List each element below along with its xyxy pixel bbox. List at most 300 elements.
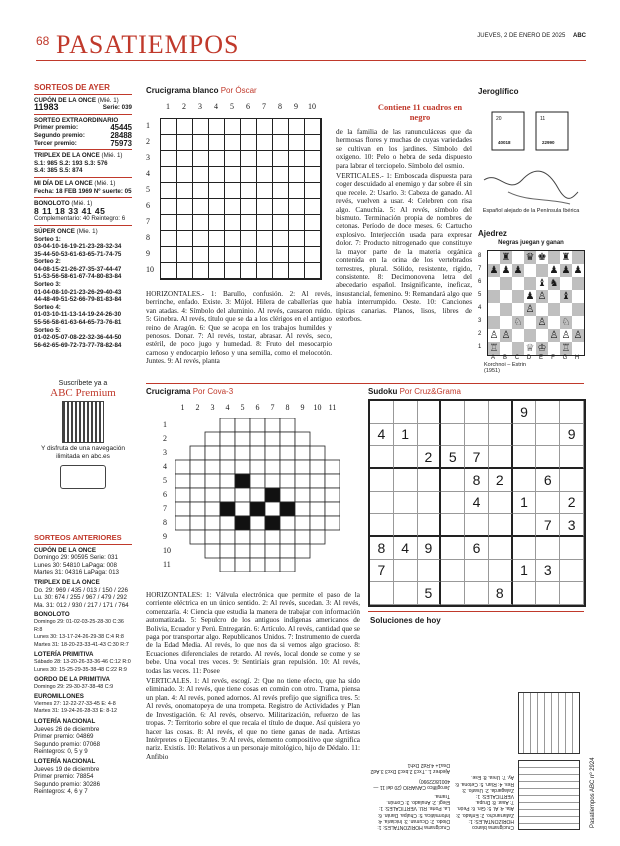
chess-square[interactable]: ♔ (537, 343, 547, 354)
grid-cell[interactable] (273, 247, 289, 263)
sudoku-cell[interactable] (489, 537, 513, 560)
grid-cell[interactable] (289, 167, 305, 183)
sudoku-cell[interactable] (394, 582, 418, 605)
grid-cell[interactable] (220, 460, 235, 474)
grid-cell[interactable] (193, 183, 209, 199)
grid-cell[interactable] (273, 199, 289, 215)
chess-square[interactable]: ♙ (525, 304, 535, 315)
sudoku-cell[interactable]: 6 (536, 469, 560, 492)
grid-cell[interactable] (250, 474, 265, 488)
grid-cell[interactable] (220, 418, 235, 432)
grid-cell[interactable] (175, 460, 190, 474)
chess-square[interactable] (572, 303, 584, 316)
grid-cell[interactable] (161, 199, 177, 215)
grid-cell[interactable] (209, 183, 225, 199)
sudoku-cell[interactable] (418, 514, 442, 537)
grid-cell[interactable] (295, 460, 310, 474)
grid-cell[interactable] (310, 474, 325, 488)
grid-cell[interactable] (257, 263, 273, 279)
grid-cell[interactable] (205, 530, 220, 544)
grid-cell[interactable] (193, 135, 209, 151)
grid-cell[interactable] (177, 183, 193, 199)
grid-cell[interactable] (305, 231, 321, 247)
grid-cell[interactable] (257, 247, 273, 263)
grid-cell[interactable] (273, 119, 289, 135)
sudoku-cell[interactable]: 1 (513, 492, 537, 515)
grid-cell[interactable] (235, 432, 250, 446)
grid-cell[interactable] (193, 215, 209, 231)
grid-cell[interactable] (305, 135, 321, 151)
grid-cell[interactable] (235, 418, 250, 432)
cruci-cova-grid[interactable] (175, 418, 340, 572)
grid-cell[interactable] (209, 247, 225, 263)
sudoku-cell[interactable] (513, 582, 537, 605)
chess-square[interactable] (512, 303, 524, 316)
grid-cell[interactable] (250, 530, 265, 544)
sudoku-cell[interactable] (418, 424, 442, 447)
grid-cell[interactable] (193, 263, 209, 279)
grid-cell[interactable] (305, 151, 321, 167)
sudoku-cell[interactable]: 9 (560, 424, 584, 447)
grid-cell[interactable] (205, 516, 220, 530)
grid-cell[interactable] (265, 530, 280, 544)
grid-cell[interactable] (241, 183, 257, 199)
grid-cell[interactable] (305, 167, 321, 183)
grid-cell[interactable] (280, 544, 295, 558)
sudoku-cell[interactable] (560, 446, 584, 469)
chess-square[interactable] (548, 342, 560, 355)
grid-cell[interactable] (235, 544, 250, 558)
grid-cell[interactable] (265, 446, 280, 460)
sudoku-cell[interactable]: 5 (418, 582, 442, 605)
grid-cell[interactable] (205, 474, 220, 488)
grid-cell[interactable] (295, 488, 310, 502)
sudoku-cell[interactable]: 1 (394, 424, 418, 447)
chess-square[interactable]: ♘ (561, 317, 571, 328)
sudoku-cell[interactable]: 2 (418, 446, 442, 469)
grid-cell[interactable] (265, 432, 280, 446)
sudoku-cell[interactable] (513, 514, 537, 537)
sudoku-cell[interactable] (441, 582, 465, 605)
grid-cell[interactable] (220, 446, 235, 460)
grid-cell[interactable] (177, 263, 193, 279)
sudoku-cell[interactable]: 9 (418, 537, 442, 560)
sudoku-cell[interactable] (465, 424, 489, 447)
grid-cell[interactable] (241, 215, 257, 231)
sudoku-grid[interactable] (368, 399, 586, 607)
grid-cell[interactable] (289, 231, 305, 247)
grid-cell[interactable] (190, 488, 205, 502)
grid-cell[interactable] (257, 119, 273, 135)
chess-square[interactable] (500, 316, 512, 329)
sudoku-cell[interactable] (441, 424, 465, 447)
grid-cell[interactable] (177, 247, 193, 263)
chess-square[interactable] (560, 303, 572, 316)
sudoku-cell[interactable]: 5 (441, 446, 465, 469)
sudoku-cell[interactable] (441, 537, 465, 560)
grid-cell[interactable] (205, 488, 220, 502)
grid-cell[interactable] (225, 263, 241, 279)
grid-cell[interactable] (257, 151, 273, 167)
sudoku-cell[interactable] (489, 401, 513, 424)
chess-square[interactable] (512, 290, 524, 303)
grid-cell[interactable] (265, 460, 280, 474)
sudoku-cell[interactable] (441, 401, 465, 424)
sudoku-cell[interactable] (465, 560, 489, 583)
grid-cell[interactable] (190, 446, 205, 460)
grid-cell[interactable] (289, 119, 305, 135)
sudoku-cell[interactable] (394, 469, 418, 492)
grid-cell[interactable] (265, 474, 280, 488)
grid-cell[interactable] (241, 135, 257, 151)
sudoku-cell[interactable] (465, 401, 489, 424)
grid-cell[interactable] (161, 119, 177, 135)
grid-cell[interactable] (289, 183, 305, 199)
grid-cell[interactable] (220, 474, 235, 488)
grid-cell[interactable] (289, 135, 305, 151)
promo[interactable] (34, 380, 132, 493)
chess-square[interactable]: ♙ (501, 330, 511, 341)
sudoku-cell[interactable]: 3 (536, 560, 560, 583)
sudoku-cell[interactable]: 7 (465, 446, 489, 469)
sudoku-cell[interactable] (489, 560, 513, 583)
chess-square[interactable] (500, 303, 512, 316)
sudoku-cell[interactable] (394, 492, 418, 515)
chess-square[interactable]: ♟ (489, 265, 499, 276)
chess-square[interactable] (536, 329, 548, 342)
grid-cell[interactable] (310, 446, 325, 460)
grid-cell[interactable] (273, 183, 289, 199)
grid-cell[interactable] (325, 460, 340, 474)
sudoku-cell[interactable] (441, 469, 465, 492)
grid-cell[interactable] (235, 488, 250, 502)
grid-cell[interactable] (250, 516, 265, 530)
chess-square[interactable] (488, 316, 500, 329)
grid-cell[interactable] (257, 135, 273, 151)
chess-square[interactable] (512, 277, 524, 290)
sudoku-cell[interactable] (465, 514, 489, 537)
grid-cell[interactable] (235, 558, 250, 572)
sudoku-cell[interactable]: 9 (513, 401, 537, 424)
chess-square[interactable]: ♙ (537, 317, 547, 328)
chess-square[interactable] (572, 316, 584, 329)
grid-cell[interactable] (325, 474, 340, 488)
grid-cell[interactable] (273, 263, 289, 279)
chess-square[interactable]: ♟ (513, 265, 523, 276)
grid-cell[interactable] (265, 544, 280, 558)
sudoku-cell[interactable] (418, 401, 442, 424)
grid-cell[interactable] (225, 231, 241, 247)
grid-cell[interactable] (305, 119, 321, 135)
sudoku-cell[interactable] (560, 401, 584, 424)
chess-board[interactable] (487, 250, 585, 356)
grid-cell[interactable] (235, 446, 250, 460)
grid-cell[interactable] (280, 516, 295, 530)
grid-cell[interactable] (177, 167, 193, 183)
grid-cell[interactable] (220, 488, 235, 502)
grid-cell[interactable] (295, 446, 310, 460)
grid-cell[interactable] (205, 502, 220, 516)
sudoku-cell[interactable] (560, 537, 584, 560)
sudoku-cell[interactable] (536, 401, 560, 424)
sudoku-cell[interactable] (536, 582, 560, 605)
sudoku-cell[interactable] (370, 446, 394, 469)
grid-cell[interactable] (225, 151, 241, 167)
grid-cell[interactable] (289, 247, 305, 263)
grid-cell[interactable] (310, 516, 325, 530)
grid-cell[interactable] (161, 183, 177, 199)
chess-square[interactable]: ♙ (561, 330, 571, 341)
sudoku-cell[interactable] (370, 492, 394, 515)
grid-cell[interactable] (289, 199, 305, 215)
grid-cell[interactable] (209, 215, 225, 231)
grid-cell[interactable] (295, 516, 310, 530)
chess-square[interactable]: ♞ (549, 278, 559, 289)
chess-square[interactable] (512, 342, 524, 355)
grid-cell[interactable] (265, 502, 280, 516)
sudoku-cell[interactable]: 6 (465, 537, 489, 560)
chess-square[interactable]: ♙ (573, 330, 583, 341)
grid-cell[interactable] (241, 167, 257, 183)
sudoku-cell[interactable] (513, 424, 537, 447)
sudoku-cell[interactable]: 8 (489, 582, 513, 605)
grid-cell[interactable] (220, 530, 235, 544)
grid-cell[interactable] (175, 474, 190, 488)
grid-cell[interactable] (250, 432, 265, 446)
grid-cell[interactable] (177, 119, 193, 135)
chess-square[interactable] (572, 290, 584, 303)
chess-square[interactable]: ♟ (573, 265, 583, 276)
grid-cell[interactable] (235, 502, 250, 516)
grid-cell[interactable] (305, 215, 321, 231)
chess-square[interactable] (536, 303, 548, 316)
grid-cell[interactable] (241, 119, 257, 135)
grid-cell[interactable] (193, 167, 209, 183)
grid-cell[interactable] (305, 247, 321, 263)
grid-cell[interactable] (305, 183, 321, 199)
chess-square[interactable]: ♟ (549, 265, 559, 276)
grid-cell[interactable] (310, 488, 325, 502)
grid-cell[interactable] (250, 446, 265, 460)
chess-square[interactable] (548, 251, 560, 264)
grid-cell[interactable] (250, 418, 265, 432)
chess-square[interactable] (488, 251, 500, 264)
chess-square[interactable] (512, 251, 524, 264)
grid-cell[interactable] (205, 544, 220, 558)
chess-square[interactable] (572, 277, 584, 290)
chess-square[interactable]: ♜ (501, 252, 511, 263)
chess-square[interactable] (500, 290, 512, 303)
grid-cell[interactable] (280, 446, 295, 460)
grid-cell[interactable] (225, 183, 241, 199)
sudoku-cell[interactable] (560, 560, 584, 583)
sudoku-cell[interactable]: 8 (370, 537, 394, 560)
grid-cell[interactable] (241, 247, 257, 263)
sudoku-cell[interactable] (441, 514, 465, 537)
sudoku-cell[interactable] (536, 492, 560, 515)
chess-square[interactable]: ♖ (489, 343, 499, 354)
grid-cell[interactable] (225, 167, 241, 183)
grid-cell[interactable] (305, 199, 321, 215)
sudoku-cell[interactable] (489, 424, 513, 447)
grid-cell[interactable] (209, 135, 225, 151)
sudoku-cell[interactable] (536, 537, 560, 560)
grid-cell[interactable] (295, 544, 310, 558)
sudoku-cell[interactable] (560, 582, 584, 605)
grid-cell[interactable] (257, 183, 273, 199)
chess-square[interactable] (548, 316, 560, 329)
grid-cell[interactable] (250, 488, 265, 502)
grid-cell[interactable] (175, 502, 190, 516)
grid-cell[interactable] (177, 151, 193, 167)
grid-cell[interactable] (161, 231, 177, 247)
grid-cell[interactable] (220, 558, 235, 572)
grid-cell[interactable] (161, 135, 177, 151)
sudoku-cell[interactable] (489, 492, 513, 515)
grid-cell[interactable] (280, 432, 295, 446)
sudoku-cell[interactable] (394, 401, 418, 424)
chess-square[interactable] (512, 329, 524, 342)
grid-cell[interactable] (257, 215, 273, 231)
grid-cell[interactable] (273, 215, 289, 231)
grid-cell[interactable] (190, 502, 205, 516)
grid-cell[interactable] (193, 119, 209, 135)
grid-cell[interactable] (225, 215, 241, 231)
grid-cell[interactable] (190, 530, 205, 544)
chess-square[interactable]: ♟ (501, 265, 511, 276)
grid-cell[interactable] (161, 215, 177, 231)
grid-cell[interactable] (177, 199, 193, 215)
sudoku-cell[interactable] (418, 469, 442, 492)
chess-square[interactable] (560, 277, 572, 290)
grid-cell[interactable] (257, 167, 273, 183)
sudoku-cell[interactable] (394, 514, 418, 537)
sudoku-cell[interactable] (370, 401, 394, 424)
sudoku-cell[interactable]: 2 (560, 492, 584, 515)
chess-square[interactable] (524, 264, 536, 277)
sudoku-cell[interactable]: 1 (513, 560, 537, 583)
sudoku-cell[interactable]: 4 (465, 492, 489, 515)
chess-square[interactable] (536, 264, 548, 277)
chess-square[interactable] (572, 342, 584, 355)
chess-square[interactable]: ♝ (561, 291, 571, 302)
grid-cell[interactable] (289, 263, 305, 279)
chess-square[interactable] (548, 303, 560, 316)
chess-square[interactable]: ♙ (549, 330, 559, 341)
grid-cell[interactable] (241, 231, 257, 247)
sudoku-cell[interactable]: 7 (536, 514, 560, 537)
grid-cell[interactable] (235, 530, 250, 544)
grid-cell[interactable] (177, 135, 193, 151)
sudoku-cell[interactable] (370, 582, 394, 605)
grid-cell[interactable] (295, 502, 310, 516)
sudoku-cell[interactable] (513, 446, 537, 469)
qr-code[interactable] (62, 401, 104, 443)
chess-square[interactable] (524, 277, 536, 290)
grid-cell[interactable] (250, 460, 265, 474)
sudoku-cell[interactable] (465, 582, 489, 605)
sudoku-cell[interactable]: 3 (560, 514, 584, 537)
grid-cell[interactable] (193, 151, 209, 167)
grid-cell[interactable] (280, 530, 295, 544)
grid-cell[interactable] (257, 231, 273, 247)
grid-cell[interactable] (295, 432, 310, 446)
grid-cell[interactable] (225, 247, 241, 263)
grid-cell[interactable] (305, 263, 321, 279)
sudoku-cell[interactable] (513, 537, 537, 560)
grid-cell[interactable] (250, 544, 265, 558)
chess-square[interactable] (488, 290, 500, 303)
chess-square[interactable]: ♙ (537, 291, 547, 302)
chess-square[interactable]: ♜ (561, 252, 571, 263)
chess-square[interactable]: ♕ (525, 343, 535, 354)
grid-cell[interactable] (250, 558, 265, 572)
grid-cell[interactable] (225, 119, 241, 135)
grid-cell[interactable] (193, 199, 209, 215)
grid-cell[interactable] (220, 544, 235, 558)
grid-cell[interactable] (161, 167, 177, 183)
sudoku-cell[interactable]: 4 (394, 537, 418, 560)
grid-cell[interactable] (289, 215, 305, 231)
grid-cell[interactable] (225, 135, 241, 151)
sudoku-cell[interactable] (489, 446, 513, 469)
grid-cell[interactable] (280, 418, 295, 432)
grid-cell[interactable] (280, 460, 295, 474)
grid-cell[interactable] (295, 530, 310, 544)
chess-square[interactable]: ♘ (513, 317, 523, 328)
grid-cell[interactable] (205, 432, 220, 446)
chess-square[interactable] (572, 251, 584, 264)
sudoku-cell[interactable]: 7 (370, 560, 394, 583)
chess-square[interactable] (500, 277, 512, 290)
grid-cell[interactable] (273, 167, 289, 183)
grid-cell[interactable] (193, 247, 209, 263)
grid-cell[interactable] (190, 516, 205, 530)
chess-square[interactable]: ♚ (537, 252, 547, 263)
grid-cell[interactable] (190, 474, 205, 488)
sudoku-cell[interactable] (536, 446, 560, 469)
sudoku-cell[interactable] (441, 560, 465, 583)
grid-cell[interactable] (209, 167, 225, 183)
chess-square[interactable]: ♖ (561, 343, 571, 354)
grid-cell[interactable] (209, 119, 225, 135)
grid-cell[interactable] (265, 418, 280, 432)
grid-cell[interactable] (190, 460, 205, 474)
grid-cell[interactable] (325, 502, 340, 516)
grid-cell[interactable] (280, 558, 295, 572)
sudoku-cell[interactable]: 8 (465, 469, 489, 492)
grid-cell[interactable] (273, 151, 289, 167)
grid-cell[interactable] (225, 199, 241, 215)
grid-cell[interactable] (193, 231, 209, 247)
chess-square[interactable]: ♝ (537, 278, 547, 289)
grid-cell[interactable] (241, 151, 257, 167)
chess-square[interactable]: ♛ (525, 252, 535, 263)
grid-cell[interactable] (241, 199, 257, 215)
grid-cell[interactable] (175, 488, 190, 502)
grid-cell[interactable] (220, 432, 235, 446)
grid-cell[interactable] (325, 488, 340, 502)
grid-cell[interactable] (161, 151, 177, 167)
chess-square[interactable] (548, 290, 560, 303)
sudoku-cell[interactable] (418, 560, 442, 583)
grid-cell[interactable] (209, 263, 225, 279)
grid-cell[interactable] (295, 474, 310, 488)
grid-cell[interactable] (205, 446, 220, 460)
grid-cell[interactable] (161, 263, 177, 279)
grid-cell[interactable] (209, 199, 225, 215)
chess-square[interactable]: ♟ (525, 291, 535, 302)
